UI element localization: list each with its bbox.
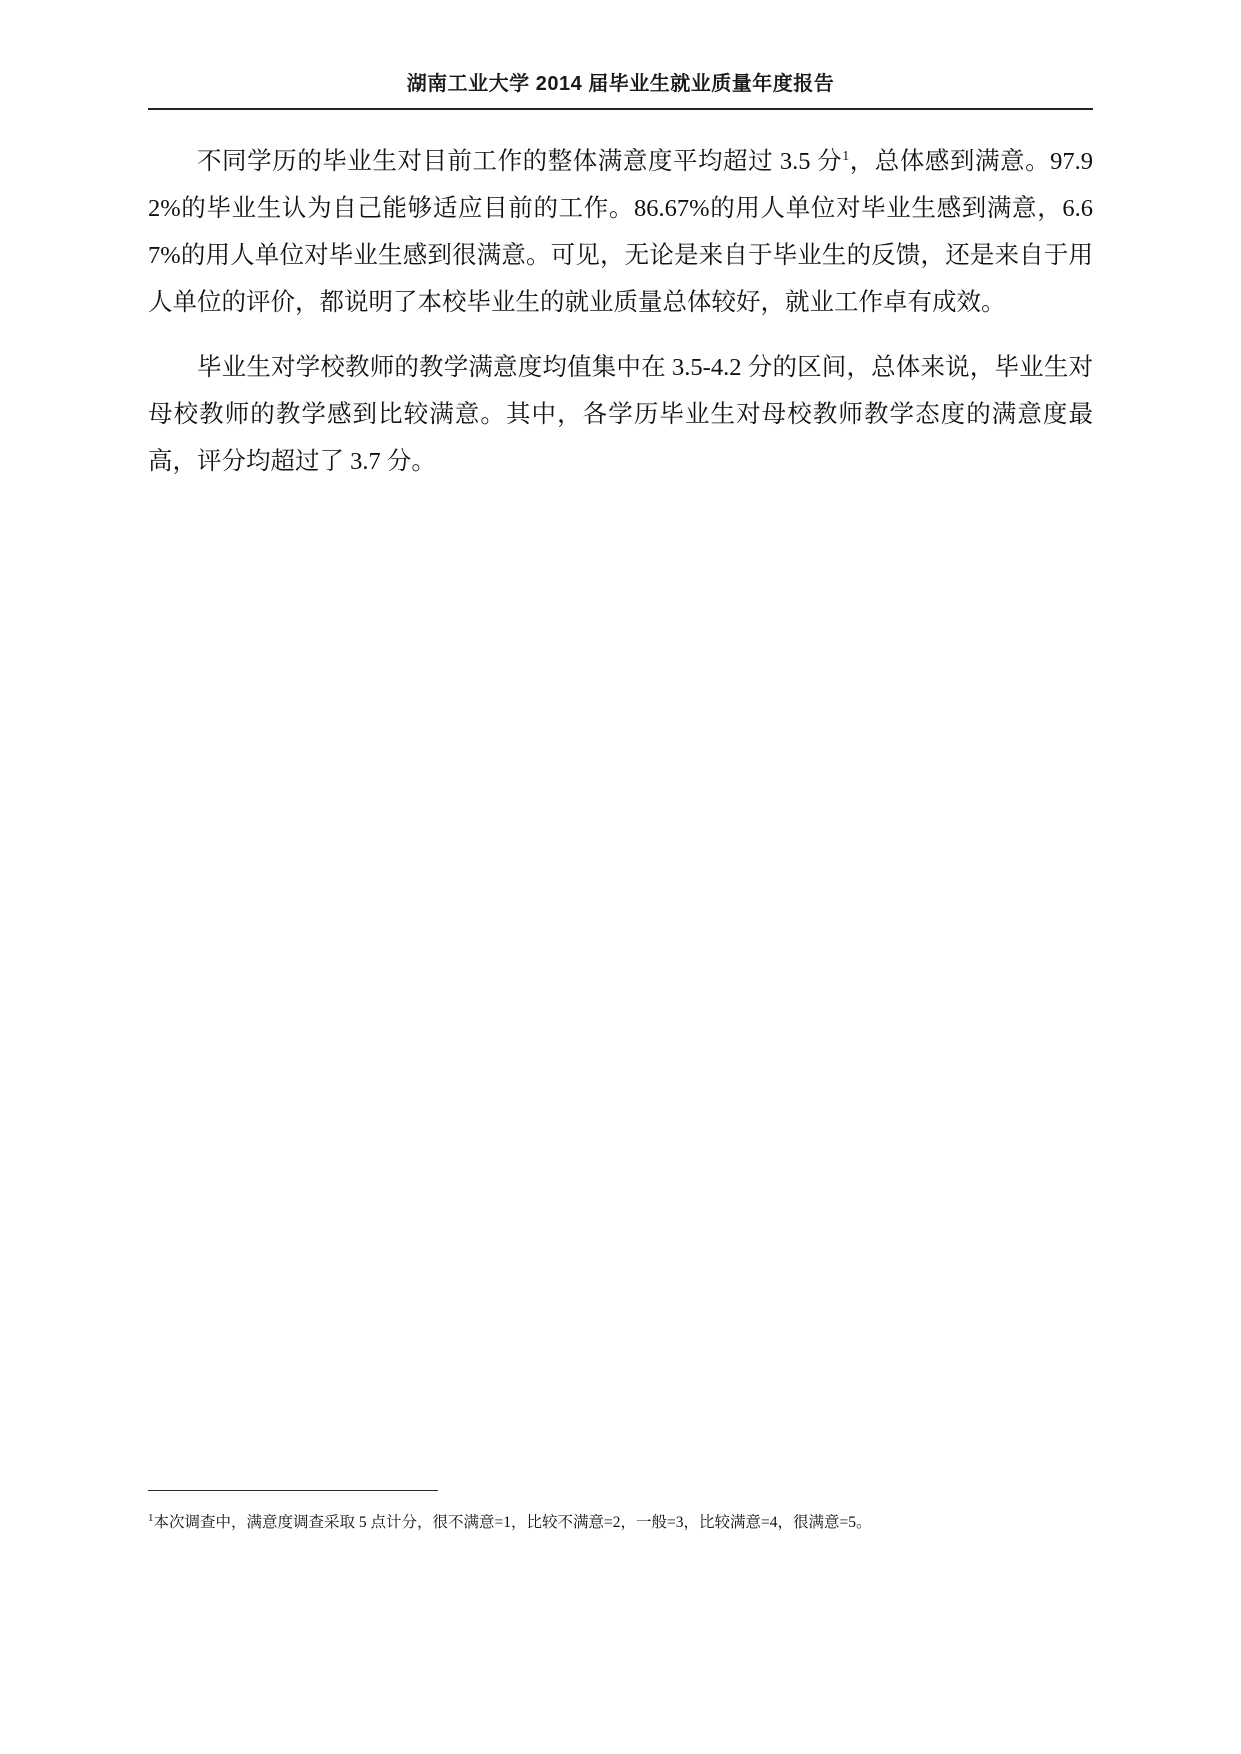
header-divider: [148, 108, 1093, 110]
header-title: 湖南工业大学 2014 届毕业生就业质量年度报告: [406, 73, 835, 95]
paragraph-1: [148, 138, 1093, 326]
paragraph-2: 毕业生对学校教师的教学满意度均值集中在 3.5-4.2 分的区间，总体来说，毕业生对母校教师的教学感到比较满意。其中，各学历毕业生对母校教师教学态度的满意度最高，评分均超过了 3.7 分。: [148, 354, 1093, 476]
paragraph-1-lead: 不同学历的毕业生对目前工作的整体满意度平均超过 3.5 分: [197, 148, 843, 175]
footnote-body: 本次调查中，满意度调查采取 5 点计分，很不满意=1，比较不满意=2，一般=3，比较满意=4，很满意=5。: [153, 1514, 872, 1531]
footnote-marker: 1: [148, 1511, 154, 1524]
footnote-divider: [148, 1490, 438, 1491]
footnote-area: [148, 1490, 1093, 1538]
paragraph-1-rest: ，总体感到满意。97.92%的毕业生认为自己能够适应目前的工作。86.67%的用人单位对毕业生感到满意，6.67%的用人单位对毕业生感到很满意。可见，无论是来自于毕业生的反馈，还是来自于用人单位的评价，都说明了本校毕业生的就业质量总体较好，就业工作卓有成效。: [148, 148, 1094, 317]
footnote-reference: 1: [842, 148, 850, 164]
footnote-text: [148, 1509, 1093, 1538]
document-body: [148, 138, 1093, 503]
page-header: [148, 70, 1093, 118]
